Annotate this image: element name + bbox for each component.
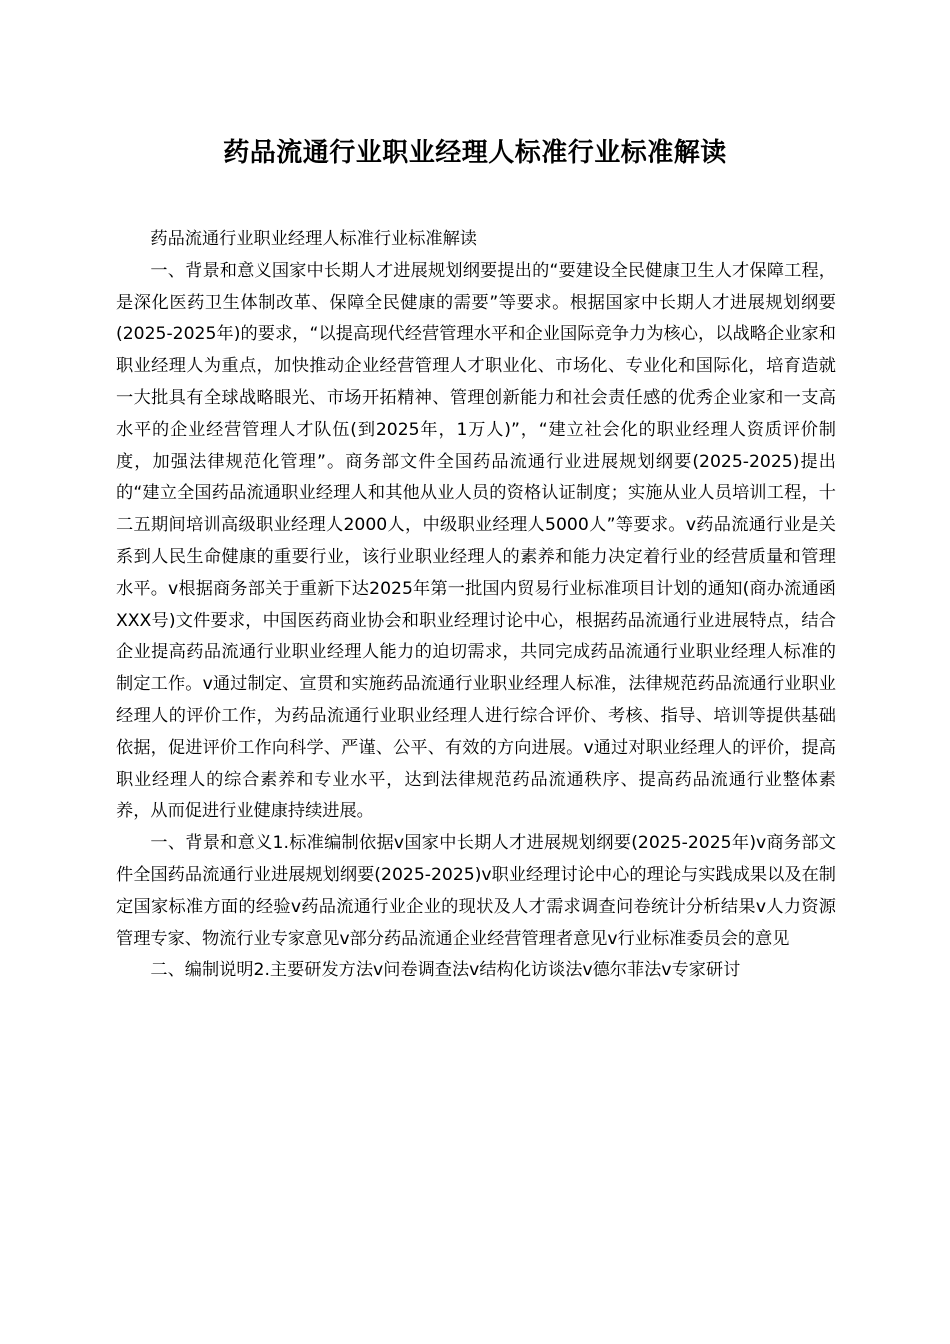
body-paragraph-background: 一、背景和意义国家中长期人才进展规划纲要提出的“要建设全民健康卫生人才保障工程，是深化医药卫生体制改革、保障全民健康的需要”等要求。根据国家中长期人才进展规划纲要(2025-2025年)的要求，“以提高现代经营管理水平和企业国际竞争力为核心，以战略企业家和职业经理人为重点，加快推动企业经营管理人才职业化、市场化、专业化和国际化，培育造就一大批具有全球战略眼光、市场开拓精神、管理创新能力和社会责任感的优秀企业家和一支高水平的企业经营管理人才队伍(到2025年，1万人)”，“建立社会化的职业经理人资质评价制度，加强法律规范化管理”。商务部文件全国药品流通行业进展规划纲要(2025-2025)提出的“建立全国药品流通职业经理人和其他从业人员的资格认证制度；实施从业人员培训工程，十二五期间培训高级职业经理人2000人，中级职业经理人5000人”等要求。v药品流通行业是关系到人民生命健康的重要行业，该行业职业经理人的素养和能力决定着行业的经营质量和管理水平。v根据商务部关于重新下达2025年第一批国内贸易行业标准项目计划的通知(商办流通函XXX号)文件要求，中国医药商业协会和职业经理讨论中心，根据药品流通行业进展特点，结合企业提高药品流通行业职业经理人能力的迫切需求，共同完成药品流通行业职业经理人标准的制定工作。v通过制定、宣贯和实施药品流通行业职业经理人标准，法律规范药品流通行业职业经理人的评价工作，为药品流通行业职业经理人进行综合评价、考核、指导、培训等提供基础依据，促进评价工作向科学、严谨、公平、有效的方向进展。v通过对职业经理人的评价，提高职业经理人的综合素养和专业水平，达到法律规范药品流通秩序、提高药品流通行业整体素养，从而促进行业健康持续进展。 xyxy=(116,260,836,822)
document-body xyxy=(116,224,836,987)
body-paragraph-standard-basis: 一、背景和意义1.标准编制依据v国家中长期人才进展规划纲要(2025-2025年)v商务部文件全国药品流通行业进展规划纲要(2025-2025)v职业经理讨论中心的理论与实践成果以及在制定国家标准方面的经验v药品流通行业企业的现状及人才需求调查问卷统计分析结果v人力资源管理专家、物流行业专家意见v部分药品流通企业经营管理者意见v行业标准委员会的意见 xyxy=(116,833,836,949)
body-paragraph-research-methods: 二、编制说明2.主要研发方法v问卷调查法v结构化访谈法v德尔菲法v专家研讨 xyxy=(150,960,741,981)
document-title: 药品流通行业职业经理人标准行业标准解读 xyxy=(223,138,727,168)
body-paragraph-subtitle: 药品流通行业职业经理人标准行业标准解读 xyxy=(150,229,477,249)
